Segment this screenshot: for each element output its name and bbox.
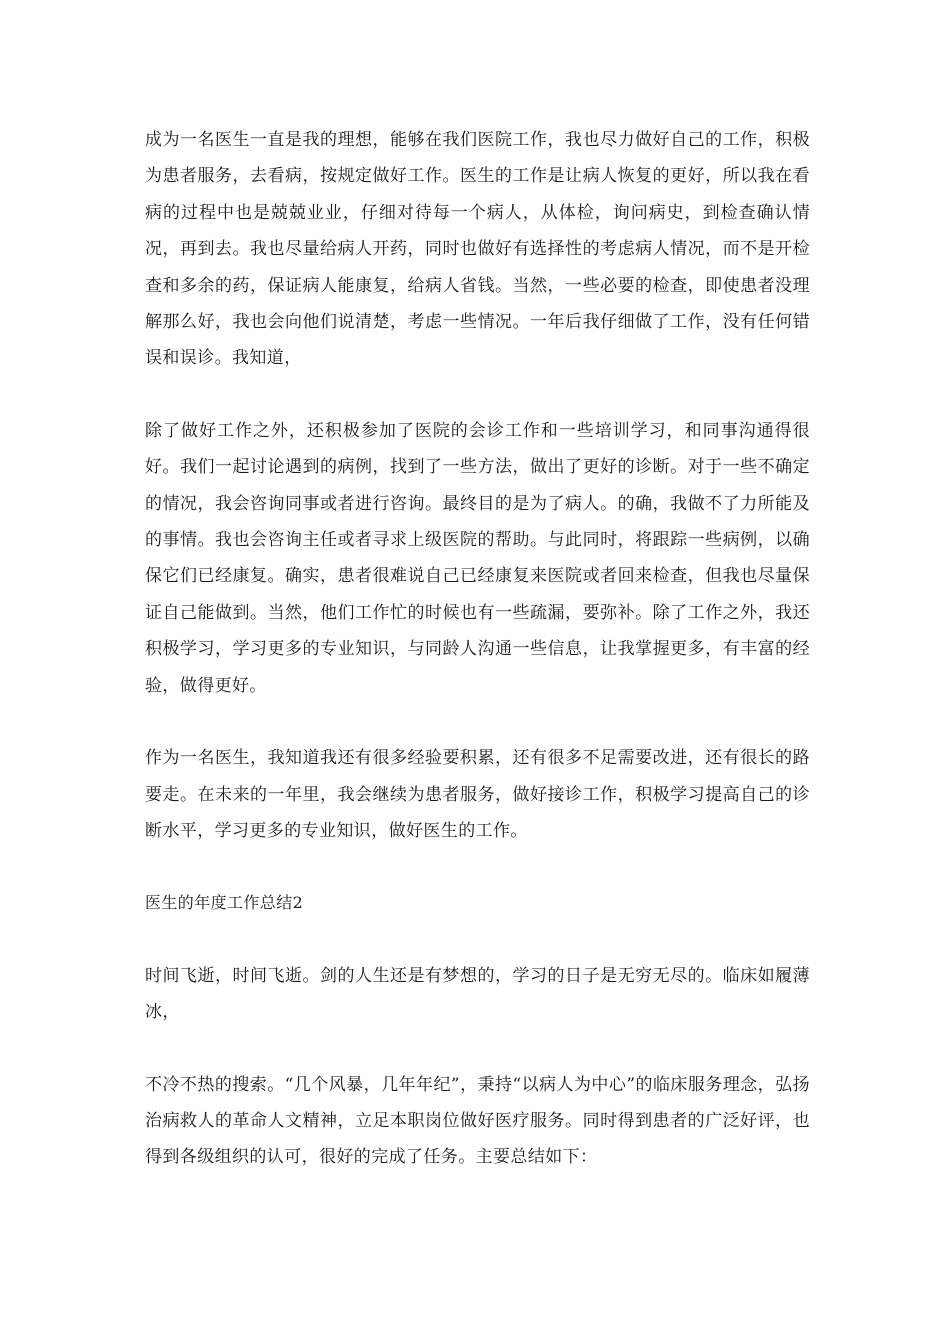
paragraph-2: 除了做好工作之外，还积极参加了医院的会诊工作和一些培训学习，和同事沟通得很好。我们一起讨论遇到的病例，找到了一些方法，做出了更好的诊断。对于一些不确定的情况，我会咨询同事或者进行咨询。最终目的是为了病人。的确，我做不了力所能及的事情。我也会咨询主任或者寻求上级医院的帮助。与此同时，将跟踪一些病例，以确保它们已经康复。确实，患者很难说自己已经康复来医院或者回来检查，但我也尽量保证自己能做到。当然，他们工作忙的时候也有一些疏漏，要弥补。除了工作之外，我还积极学习，学习更多的专业知识，与同龄人沟通一些信息，让我掌握更多，有丰富的经验，做得更好。 — [145, 420, 810, 696]
paragraph-4: 时间飞逝，时间飞逝。剑的人生还是有梦想的，学习的日子是无穷无尽的。临床如履薄冰， — [145, 965, 810, 1023]
section-heading: 医生的年度工作总结2 — [145, 893, 304, 913]
paragraph-5: 不冷不热的搜索。“几个风暴，几年年纪”，秉持“以病人为中心”的临床服务理念，弘扬治病救人的革命人文精神，立足本职岗位做好医疗服务。同时得到患者的广泛好评，也得到各级组织的认可，很好的完成了任务。主要总结如下： — [145, 1074, 810, 1168]
paragraph-1: 成为一名医生一直是我的理想，能够在我们医院工作，我也尽力做好自己的工作，积极为患者服务，去看病，按规定做好工作。医生的工作是让病人恢复的更好，所以我在看病的过程中也是兢兢业业，仔细对待每一个病人，从体检，询问病史，到检查确认情况，再到去。我也尽量给病人开药，同时也做好有选择性的考虑病人情况，而不是开检查和多余的药，保证病人能康复，给病人省钱。当然，一些必要的检查，即使患者没理解那么好，我也会向他们说清楚，考虑一些情况。一年后我仔细做了工作，没有任何错误和误诊。我知道， — [145, 130, 810, 369]
paragraph-3: 作为一名医生，我知道我还有很多经验要积累，还有很多不足需要改进，还有很长的路要走。在未来的一年里，我会继续为患者服务，做好接诊工作，积极学习提高自己的诊断水平，学习更多的专业知识，做好医生的工作。 — [145, 748, 810, 841]
document-body — [145, 122, 810, 1212]
